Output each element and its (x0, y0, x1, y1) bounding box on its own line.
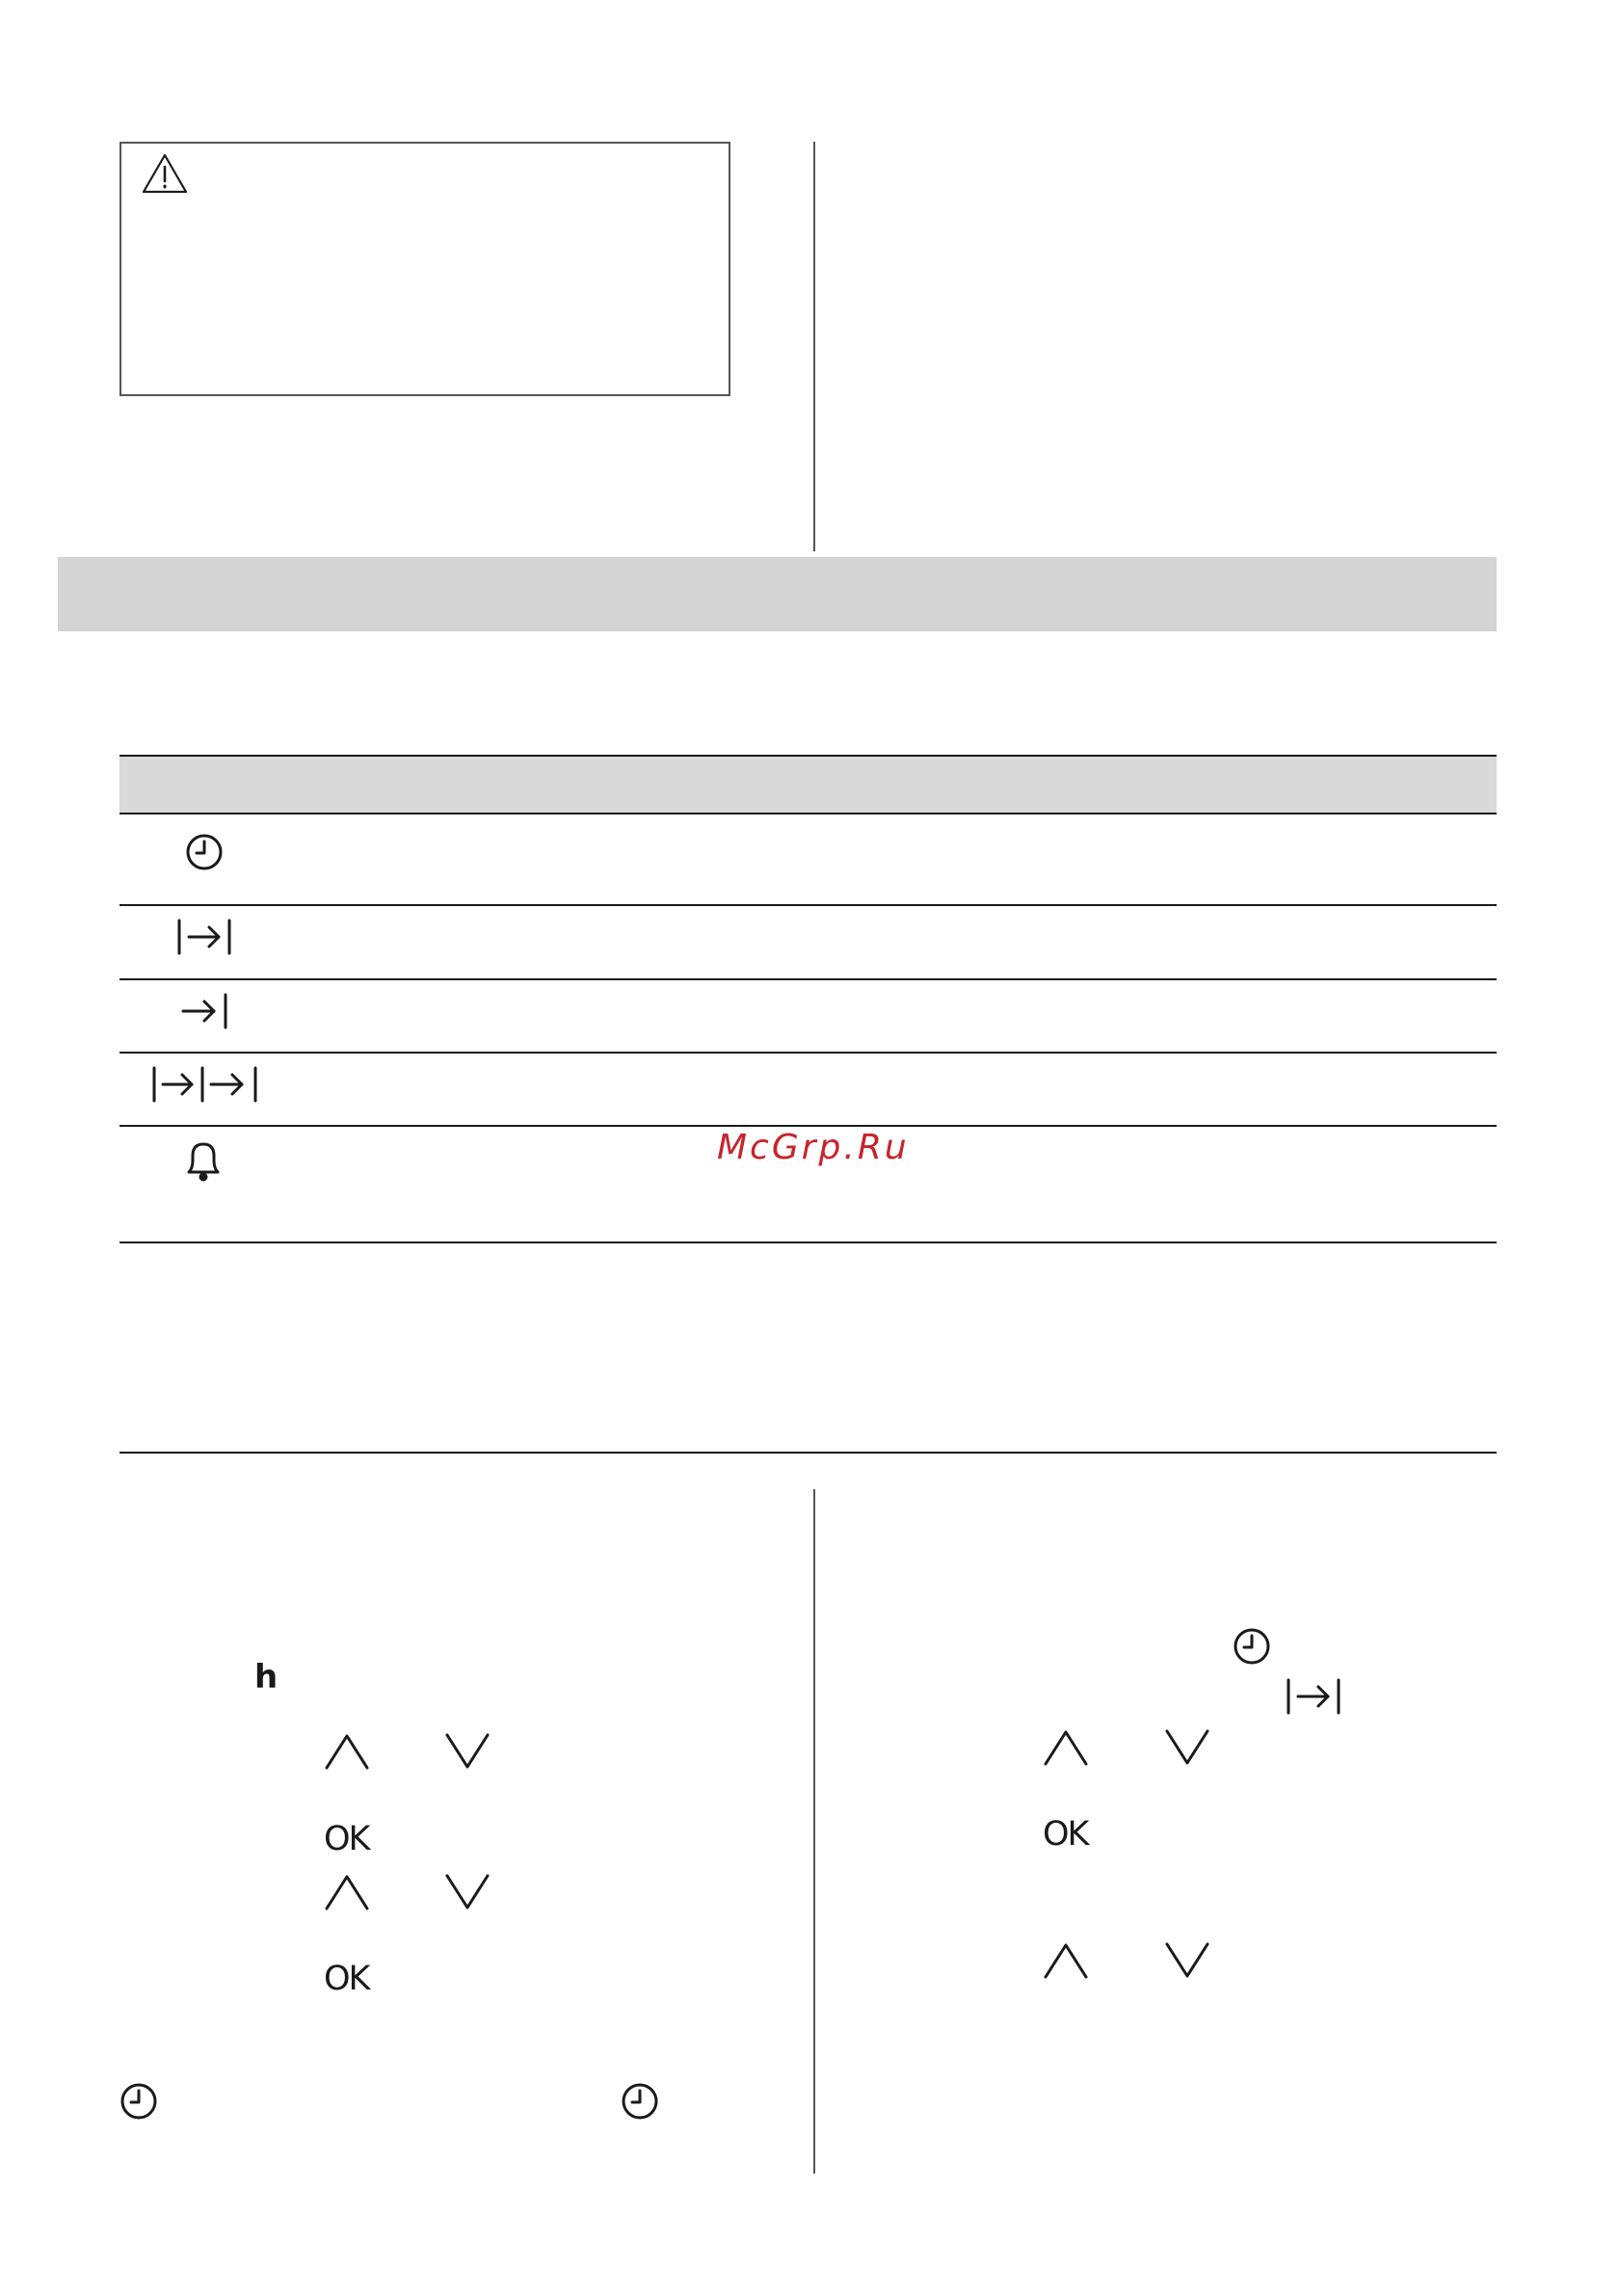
table-row-rule (119, 978, 1497, 980)
time-delay-icon (151, 1065, 259, 1104)
table-bottom-rule (119, 1241, 1497, 1243)
bell-icon (183, 1139, 224, 1184)
clock-icon (1233, 1627, 1271, 1666)
table-row-rule (119, 1052, 1497, 1054)
up-arrow-icon (324, 1873, 370, 1911)
column-divider-top (813, 142, 815, 551)
section-heading-band (58, 557, 1497, 631)
duration-icon (176, 918, 232, 956)
warning-box (119, 142, 730, 396)
column-divider-bottom (813, 1489, 815, 2174)
warning-triangle-icon (141, 152, 189, 195)
down-arrow-icon (1164, 1728, 1210, 1767)
ok-symbol-icon: OK (324, 1960, 369, 1998)
table-header (119, 755, 1497, 813)
down-arrow-icon (444, 1873, 491, 1911)
clock-icon (185, 833, 224, 871)
end-icon (179, 992, 229, 1030)
table-row-rule (119, 1125, 1497, 1127)
down-arrow-icon (1164, 1941, 1210, 1980)
section-rule (119, 1452, 1497, 1454)
watermark: McGrp.Ru (717, 1128, 910, 1167)
table-header-rule (119, 813, 1497, 814)
ok-symbol-icon: OK (324, 1820, 369, 1858)
hour-symbol-icon: h (254, 1658, 279, 1696)
clock-icon (621, 2082, 659, 2121)
up-arrow-icon (1043, 1941, 1089, 1980)
duration-icon (1286, 1677, 1341, 1716)
ok-symbol-icon: OK (1043, 1815, 1088, 1854)
table-top-rule (119, 755, 1497, 757)
up-arrow-icon (324, 1732, 370, 1771)
down-arrow-icon (444, 1732, 491, 1771)
up-arrow-icon (1043, 1728, 1089, 1767)
table-row-rule (119, 904, 1497, 906)
clock-icon (119, 2082, 158, 2121)
